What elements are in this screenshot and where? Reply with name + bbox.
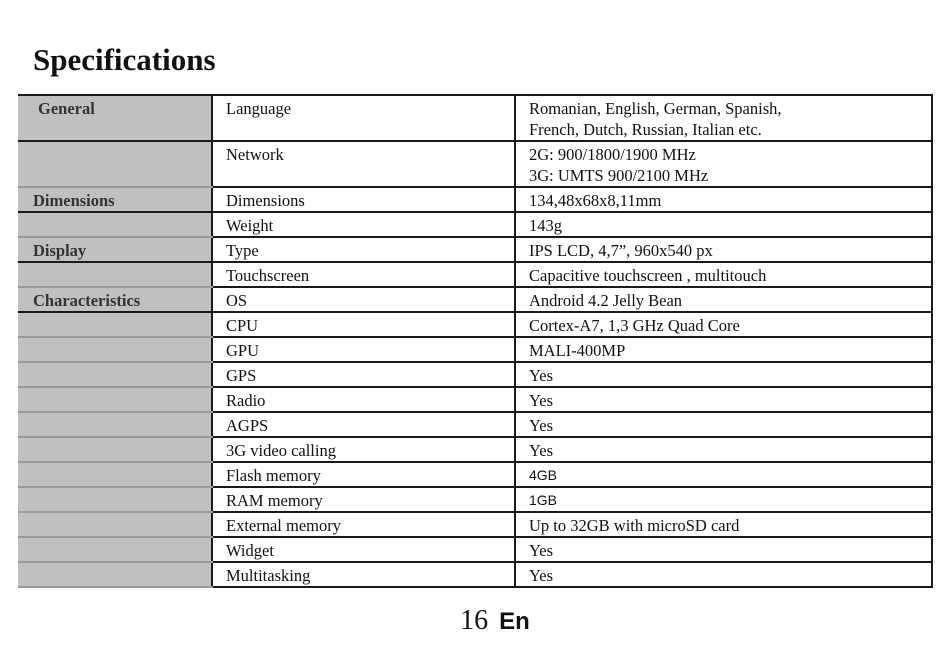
property-label: AGPS [212,412,515,437]
value-line: 3G: UMTS 900/2100 MHz [529,166,709,185]
page-title: Specifications [33,42,216,77]
group-label-empty [18,262,212,287]
value-line: French, Dutch, Russian, Italian etc. [529,120,762,139]
table-row [18,562,932,587]
property-value: Up to 32GB with microSD card [515,512,932,537]
property-label: Type [212,237,515,262]
property-value [515,95,932,141]
property-value [515,141,932,187]
table-row [18,487,932,512]
group-label-general: General [18,95,212,141]
language-code: En [499,608,530,635]
table-row [18,237,932,262]
property-value: 4GB [515,462,932,487]
property-label: Multitasking [212,562,515,587]
property-label: Touchscreen [212,262,515,287]
group-label-empty [18,462,212,487]
property-label: Radio [212,387,515,412]
property-label: Flash memory [212,462,515,487]
group-label-empty [18,537,212,562]
table-row [18,387,932,412]
property-label: CPU [212,312,515,337]
group-label-display: Display [18,237,212,262]
property-label: 3G video calling [212,437,515,462]
property-value: Cortex-A7, 1,3 GHz Quad Core [515,312,932,337]
property-value: Yes [515,412,932,437]
table-row [18,512,932,537]
property-value: Capacitive touchscreen , multitouch [515,262,932,287]
group-label-empty [18,387,212,412]
table-row [18,537,932,562]
page-footer [0,604,950,639]
property-value: Yes [515,437,932,462]
table-row [18,437,932,462]
table-row [18,262,932,287]
group-label-empty [18,337,212,362]
property-label: Network [212,141,515,187]
group-label-empty [18,562,212,587]
property-label: Weight [212,212,515,237]
property-label: Dimensions [212,187,515,212]
property-value: 134,48x68x8,11mm [515,187,932,212]
property-label: RAM memory [212,487,515,512]
group-label-empty [18,437,212,462]
property-value: Yes [515,362,932,387]
table-row [18,412,932,437]
property-value: Yes [515,387,932,412]
property-value: 143g [515,212,932,237]
table-row [18,337,932,362]
property-value: Yes [515,562,932,587]
table-row [18,462,932,487]
property-label: External memory [212,512,515,537]
property-value: 1GB [515,487,932,512]
group-label-empty [18,487,212,512]
page-number: 16 [460,605,489,636]
group-label-empty [18,141,212,187]
property-label: Language [212,95,515,141]
table-row [18,287,932,312]
table-row [18,212,932,237]
group-label-empty [18,312,212,337]
group-label-characteristics: Characteristics [18,287,212,312]
group-label-empty [18,362,212,387]
property-label: Widget [212,537,515,562]
property-label: GPU [212,337,515,362]
value-line: 2G: 900/1800/1900 MHz [529,145,696,164]
group-label-empty [18,212,212,237]
table-row [18,362,932,387]
table-row [18,141,932,187]
property-value: Yes [515,537,932,562]
group-label-dimensions: Dimensions [18,187,212,212]
group-label-empty [18,412,212,437]
property-value: MALI-400MP [515,337,932,362]
table-row [18,312,932,337]
property-label: GPS [212,362,515,387]
property-value: IPS LCD, 4,7”, 960x540 px [515,237,932,262]
value-line: Romanian, English, German, Spanish, [529,99,782,118]
specifications-table [18,94,933,588]
property-label: OS [212,287,515,312]
group-label-empty [18,512,212,537]
table-row [18,95,932,141]
property-value: Android 4.2 Jelly Bean [515,287,932,312]
table-row [18,187,932,212]
